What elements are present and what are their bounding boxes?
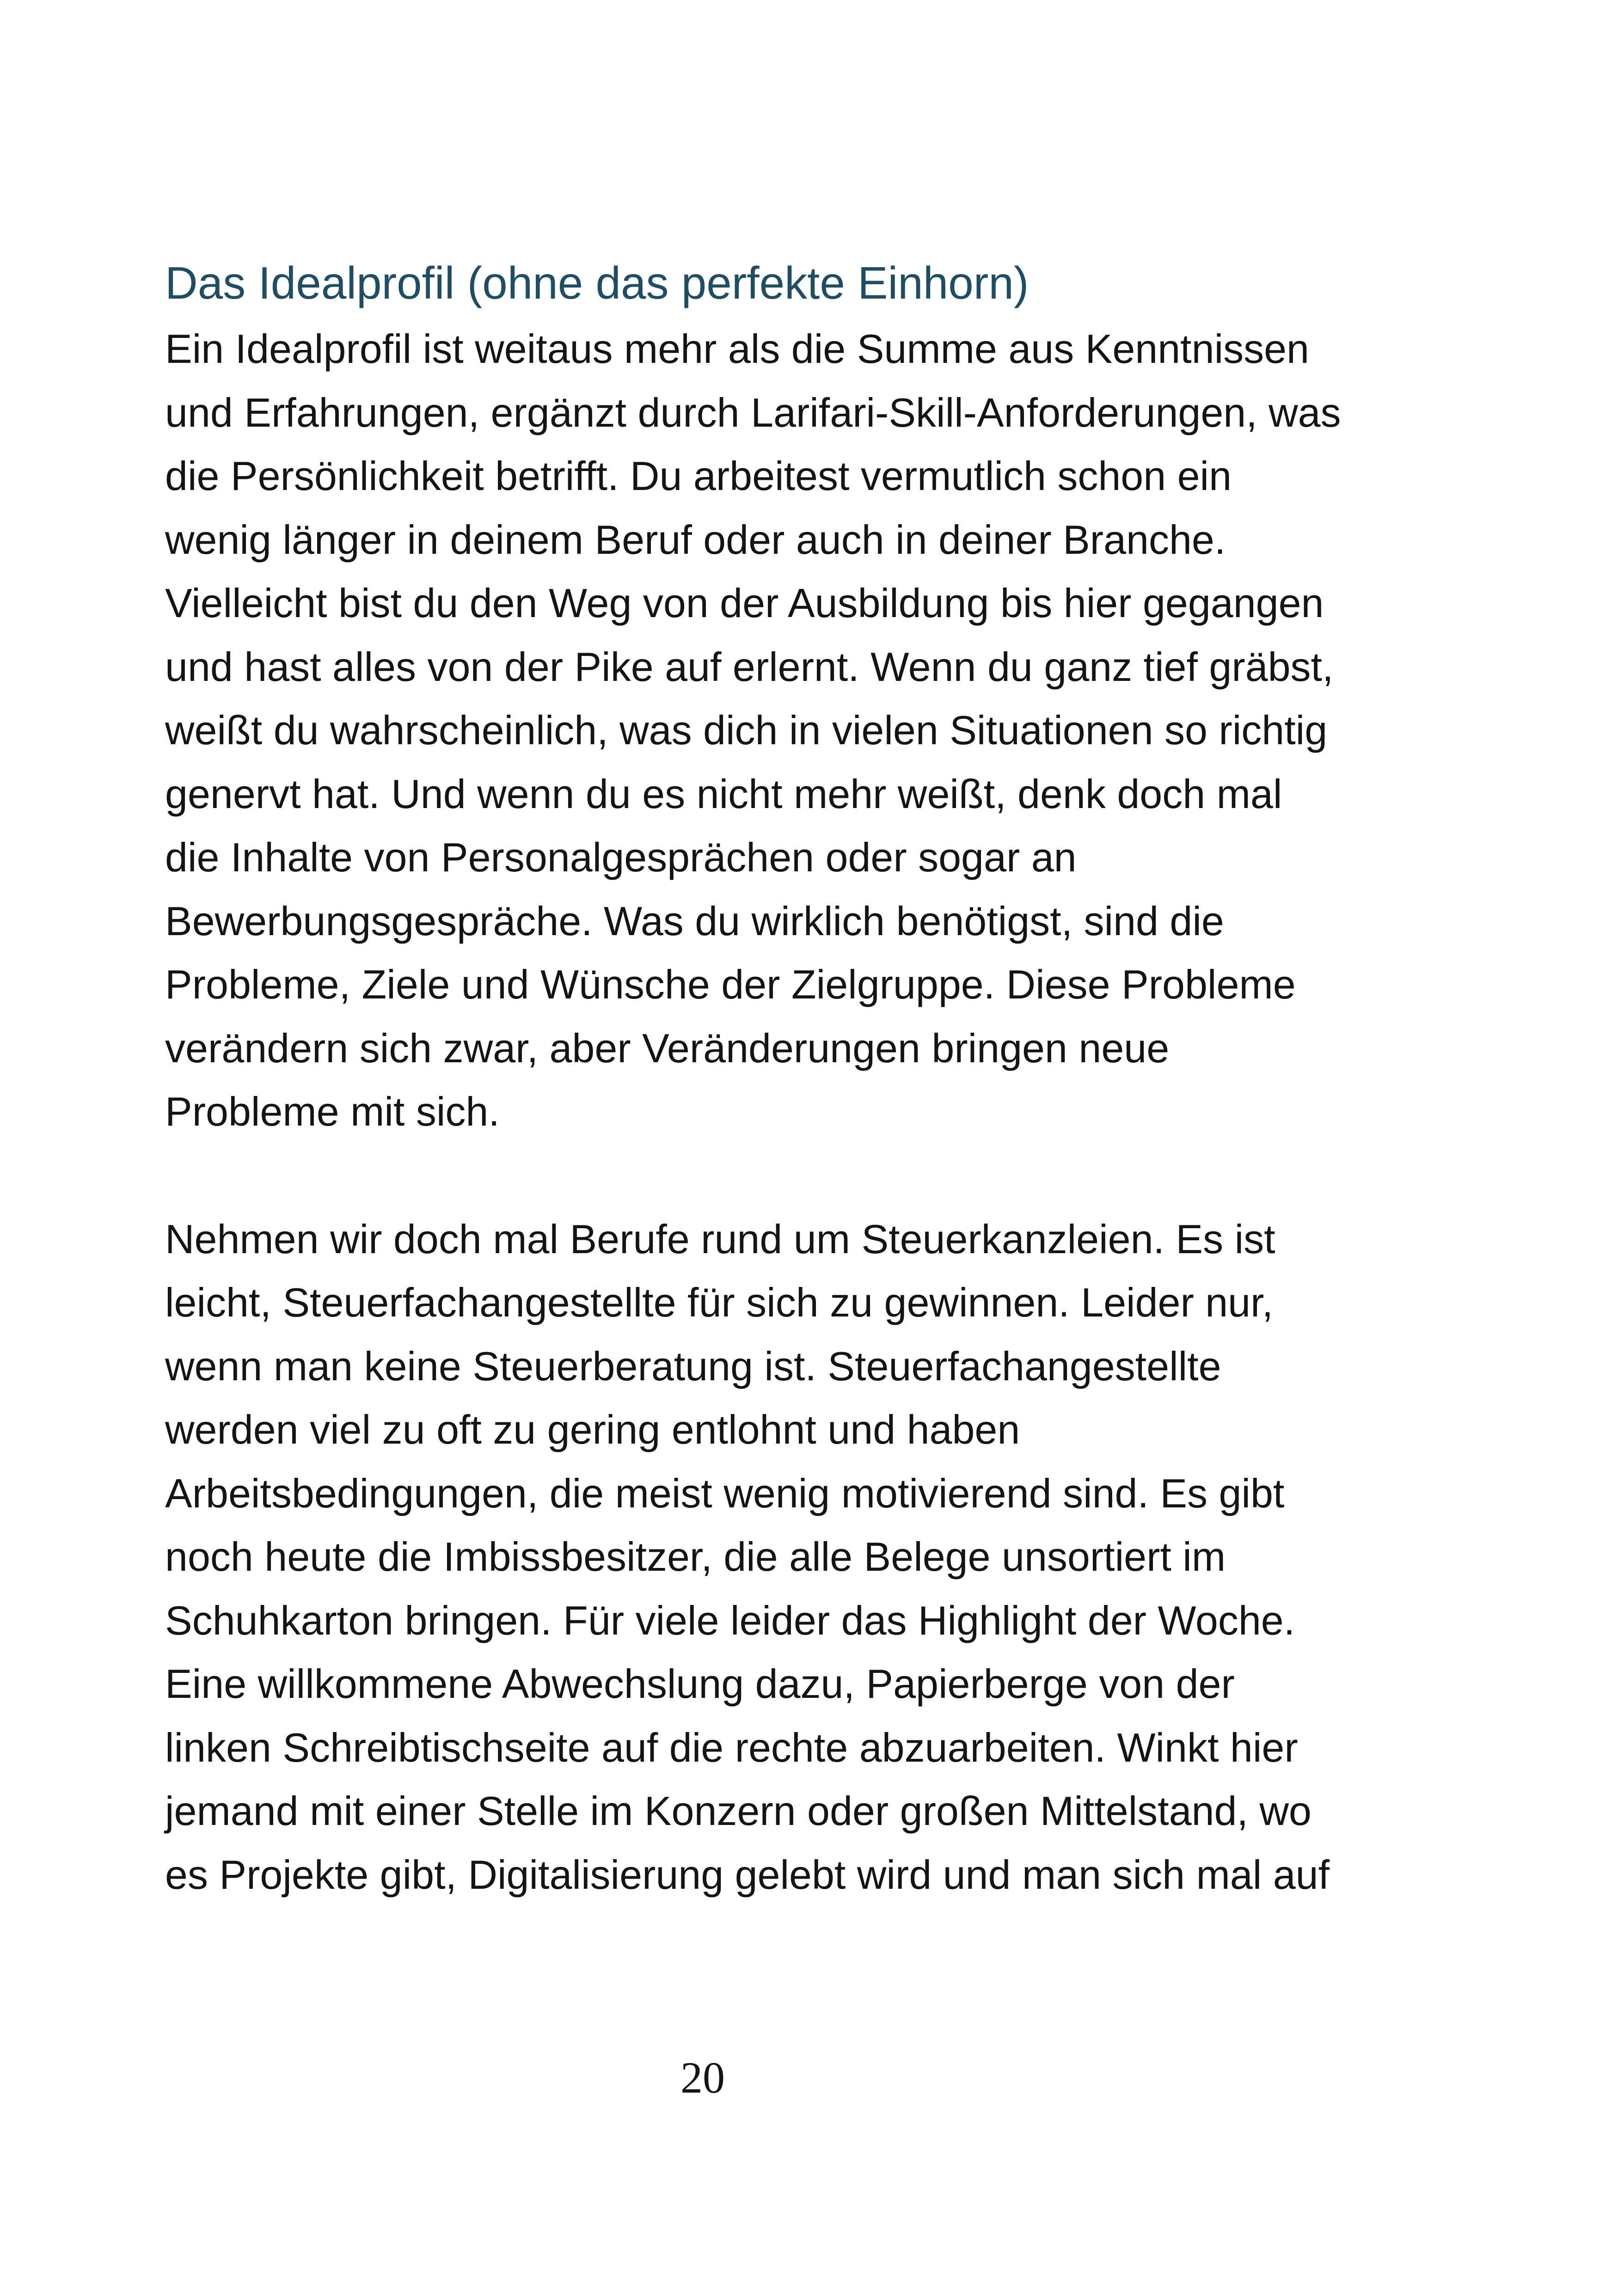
paragraph-line: werden viel zu oft zu gering entlohnt und haben — [165, 1407, 1020, 1452]
paragraph-spacer — [165, 1144, 1450, 1207]
paragraph-line: verändern sich zwar, aber Veränderungen bringen neue — [165, 1025, 1170, 1071]
paragraph-line: Probleme mit sich. — [165, 1089, 500, 1134]
paragraph-line: Schuhkarton bringen. Für viele leider das Highlight der Woche. — [165, 1597, 1295, 1643]
paragraph-line: die Inhalte von Personalgesprächen oder sogar an — [165, 834, 1077, 880]
paragraph-line: weißt du wahrscheinlich, was dich in vielen Situationen so richtig — [165, 707, 1328, 753]
paragraph-line: und Erfahrungen, ergänzt durch Larifari-Skill-Anforderungen, was — [165, 389, 1341, 435]
section-heading: Das Idealprofil (ohne das perfekte Einhorn) — [165, 257, 1029, 308]
paragraph-line: noch heute die Imbissbesitzer, die alle Belege unsortiert im — [165, 1534, 1226, 1580]
paragraph-line: linken Schreibtischseite auf die rechte abzuarbeiten. Winkt hier — [165, 1724, 1298, 1770]
paragraph-line: die Persönlichkeit betrifft. Du arbeitest vermutlich schon ein — [165, 453, 1232, 499]
paragraph-2 — [165, 1207, 1450, 1907]
paragraph-line: Bewerbungsgespräche. Was du wirklich benötigst, sind die — [165, 898, 1224, 944]
paragraph-1 — [165, 317, 1450, 1144]
paragraph-line: jemand mit einer Stelle im Konzern oder großen Mittelstand, wo — [165, 1788, 1312, 1834]
page-content — [165, 253, 1450, 1906]
paragraph-line: Vielleicht bist du den Weg von der Ausbildung bis hier gegangen — [165, 580, 1324, 626]
paragraph-line: Eine willkommene Abwechslung dazu, Papierberge von der — [165, 1661, 1235, 1707]
paragraph-line: wenn man keine Steuerberatung ist. Steuerfachangestellte — [165, 1343, 1221, 1389]
paragraph-line: wenig länger in deinem Beruf oder auch in deiner Branche. — [165, 516, 1226, 563]
paragraph-line: Nehmen wir doch mal Berufe rund um Steuerkanzleien. Es ist — [165, 1216, 1275, 1262]
paragraph-line: Probleme, Ziele und Wünsche der Zielgruppe. Diese Probleme — [165, 961, 1296, 1007]
paragraph-line: Ein Idealprofil ist weitaus mehr als die Summe aus Kenntnissen — [165, 326, 1309, 372]
paragraph-line: und hast alles von der Pike auf erlernt. Wenn du ganz tief gräbst, — [165, 643, 1334, 690]
paragraph-line: Arbeitsbedingungen, die meist wenig motivierend sind. Es gibt — [165, 1470, 1285, 1516]
page-number: 20 — [680, 2053, 725, 2102]
paragraph-line: es Projekte gibt, Digitalisierung gelebt wird und man sich mal auf — [165, 1851, 1330, 1898]
paragraph-line: leicht, Steuerfachangestellte für sich zu gewinnen. Leider nur, — [165, 1280, 1274, 1325]
paragraph-line: genervt hat. Und wenn du es nicht mehr weißt, denk doch mal — [165, 771, 1282, 817]
